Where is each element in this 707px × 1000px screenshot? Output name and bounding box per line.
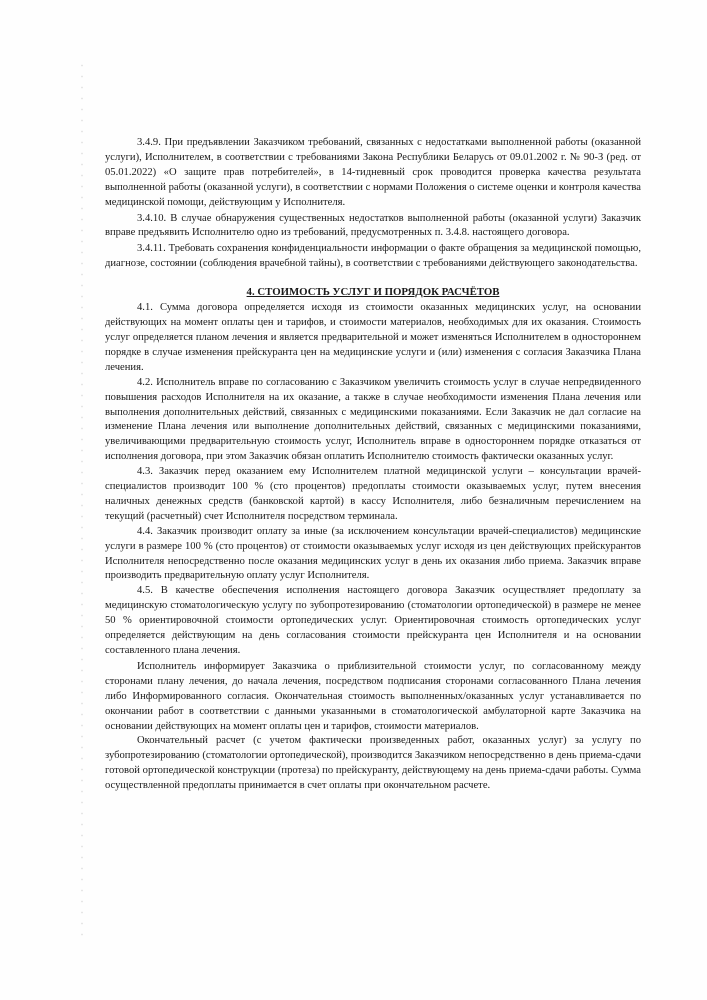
section-4-heading: 4. СТОИМОСТЬ УСЛУГ И ПОРЯДОК РАСЧЁТОВ (246, 286, 500, 299)
clause-3-4-9: 3.4.9. При предъявлении Заказчиком требований, связанных с недостатками выполненной работы (оказанной услуги), Исполнителем, в соответствии с требованиями Закона Республики Беларусь от 09.01.2002 г. № 90-З (ред. от 05.01.2022) «О защите прав потребителей», в 14-тидневный срок проводится проверка качества результата выполненной работы (оказанной услуги), в соответствии с нормами Положения о системе оценки и контроля качества медицинской помощи, действующим у Исполнителя. (105, 137, 641, 208)
clause-4-5-final-payment-paragraph: Окончательный расчет (с учетом фактически произведенных работ, оказанных услуг) за услугу по зубопротезированию (стоматологии ортопедической), производится Заказчиком непосредственно в день приема-сдачи готовой ортопедической конструкции (протеза) по прейскуранту, действующему на день приема-сдачи работы. Сумма осуществленной предоплаты принимается в счет оплаты при окончательном расчете. (105, 735, 641, 792)
clause-4-5-estimate-paragraph: Исполнитель информирует Заказчика о приблизительной стоимости услуг, по согласованному между сторонами плану лечения, до начала лечения, посредством подписания сторонами согласованного Плана лечения либо Информированного согласия. Окончательная стоимость выполненных/оказанных услуг устанавливается по окончании работ в соответствии с данными указанными в стоматологической амбулаторной карте Заказчика на основании действующих на момент оплаты цен и тарифов, стоимости материалов. (105, 660, 641, 732)
clause-4-4: 4.4. Заказчик производит оплату за иные (за исключением консультации врачей-специалистов) медицинские услуги в размере 100 % (сто процентов) от стоимости оказываемых услуг исходя из цен действующих прейскурантов Исполнителя непосредственно после оказания медицинских услуг в день их оказания либо приема. Заказчик вправе производить предварительную оплату услуг Исполнителя. (105, 525, 641, 582)
clause-3-4-11: 3.4.11. Требовать сохранения конфиденциальности информации о факте обращения за медицинской помощью, диагнозе, состоянии (соблюдения врачебной тайны), в соответствии с требованиями действующего законодательства. (105, 243, 641, 270)
clause-4-2: 4.2. Исполнитель вправе по согласованию с Заказчиком увеличить стоимость услуг в случае непредвиденного повышения расходов Исполнителя на их оказание, а также в случае необходимости изменения Плана лечения или выполнения дополнительных действий, связанных с медицинскими показаниями. Если Заказчик не дал согласие на изменение Плана лечения или выполнение дополнительных действий, связанных с медицинскими показаниями, увеличивающими предварительную стоимость услуг, Исполнитель вправе в одностороннем порядке отказаться от исполнения договора, при этом Заказчик обязан оплатить Исполнителю стоимость фактически оказанных услуг. (105, 376, 641, 463)
clause-4-3: 4.3. Заказчик перед оказанием ему Исполнителем платной медицинской услуги – консультации врачей-специалистов производит 100 % (сто процентов) предоплаты стоимости оказываемых услуг, путем внесения наличных денежных средств (банковской картой) в кассу Исполнителя, либо безналичным перечислением на текущий (расчетный) счет Исполнителя посредством терминала. (105, 466, 641, 522)
document-body (105, 136, 641, 794)
binding-edge-marks (78, 60, 86, 940)
clause-4-1: 4.1. Сумма договора определяется исходя из стоимости оказанных медицинских услуг, на основании действующих на момент оплаты цен и тарифов, и стоимости материалов, необходимых для их оказания. Стоимость услуг определяется планом лечения и является предварительной и может изменяться Исполнителем в одностороннем порядке в случае изменения прейскуранта цен на медицинские услуги и (или) изменения с согласия Заказчика Плана лечения. (105, 302, 641, 373)
clause-3-4-10: 3.4.10. В случае обнаружения существенных недостатков выполненной работы (оказанной услуги) Заказчик вправе предъявить Исполнителю одно из требований, предусмотренных п. 3.4.8. настоящего договора. (105, 212, 641, 239)
clause-4-5: 4.5. В качестве обеспечения исполнения настоящего договора Заказчик осуществляет предоплату за медицинскую стоматологическую услугу по зубопротезированию (стоматологии ортопедической) в размере не менее 50 % ориентировочной стоимости ортопедических услуг. Ориентировочная стоимость ортопедических услуг определяется действующим на день согласования стоимости прейскуранта цен Исполнителя и на основании составленного плана лечения. (105, 585, 641, 656)
